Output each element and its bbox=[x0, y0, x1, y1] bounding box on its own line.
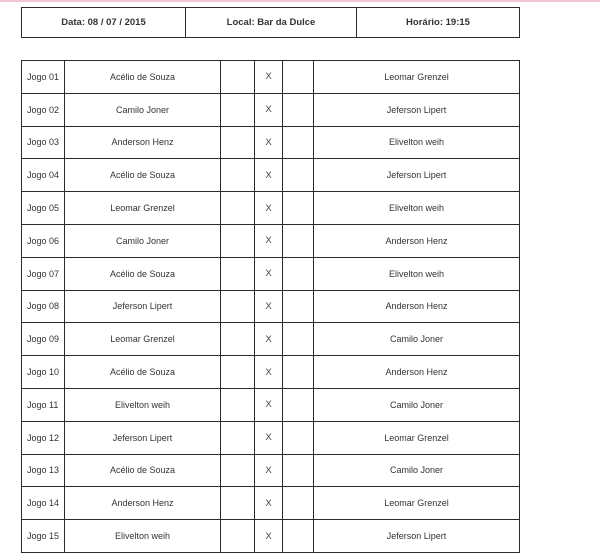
player-two-name: Anderson Henz bbox=[314, 224, 520, 257]
player-one-score-cell bbox=[221, 290, 255, 323]
game-label: Jogo 12 bbox=[22, 421, 65, 454]
player-one-score-cell bbox=[221, 454, 255, 487]
player-two-name: Elivelton weih bbox=[314, 192, 520, 225]
player-one-score-cell bbox=[221, 421, 255, 454]
player-one-score-cell bbox=[221, 257, 255, 290]
game-row bbox=[22, 323, 520, 356]
games-schedule-table bbox=[21, 60, 520, 553]
versus-mark: X bbox=[255, 192, 283, 225]
player-two-name: Camilo Joner bbox=[314, 454, 520, 487]
player-one-score-cell bbox=[221, 61, 255, 94]
player-one-name: Acélio de Souza bbox=[65, 257, 221, 290]
player-two-score-cell bbox=[283, 323, 314, 356]
game-label: Jogo 06 bbox=[22, 224, 65, 257]
player-one-score-cell bbox=[221, 159, 255, 192]
game-row bbox=[22, 93, 520, 126]
game-row bbox=[22, 487, 520, 520]
player-one-name: Camilo Joner bbox=[65, 93, 221, 126]
player-one-name: Anderson Henz bbox=[65, 487, 221, 520]
versus-mark: X bbox=[255, 520, 283, 553]
game-row bbox=[22, 388, 520, 421]
match-location: Local: Bar da Dulce bbox=[186, 8, 357, 38]
match-time: Horário: 19:15 bbox=[357, 8, 520, 38]
versus-mark: X bbox=[255, 454, 283, 487]
versus-mark: X bbox=[255, 126, 283, 159]
player-one-name: Acélio de Souza bbox=[65, 61, 221, 94]
player-two-name: Jeferson Lipert bbox=[314, 93, 520, 126]
player-one-name: Jeferson Lipert bbox=[65, 421, 221, 454]
game-label: Jogo 09 bbox=[22, 323, 65, 356]
top-accent-line bbox=[0, 0, 600, 2]
player-one-score-cell bbox=[221, 126, 255, 159]
game-row bbox=[22, 159, 520, 192]
versus-mark: X bbox=[255, 356, 283, 389]
player-two-name: Jeferson Lipert bbox=[314, 520, 520, 553]
player-one-name: Acélio de Souza bbox=[65, 159, 221, 192]
game-label: Jogo 13 bbox=[22, 454, 65, 487]
game-label: Jogo 14 bbox=[22, 487, 65, 520]
game-label: Jogo 07 bbox=[22, 257, 65, 290]
versus-mark: X bbox=[255, 421, 283, 454]
player-one-name: Leomar Grenzel bbox=[65, 192, 221, 225]
game-label: Jogo 01 bbox=[22, 61, 65, 94]
game-row bbox=[22, 126, 520, 159]
player-two-score-cell bbox=[283, 159, 314, 192]
player-two-score-cell bbox=[283, 93, 314, 126]
game-label: Jogo 15 bbox=[22, 520, 65, 553]
game-label: Jogo 11 bbox=[22, 388, 65, 421]
player-two-name: Anderson Henz bbox=[314, 356, 520, 389]
player-one-score-cell bbox=[221, 487, 255, 520]
player-one-score-cell bbox=[221, 323, 255, 356]
player-one-score-cell bbox=[221, 356, 255, 389]
game-row bbox=[22, 290, 520, 323]
game-label: Jogo 02 bbox=[22, 93, 65, 126]
versus-mark: X bbox=[255, 159, 283, 192]
player-two-score-cell bbox=[283, 487, 314, 520]
player-two-name: Camilo Joner bbox=[314, 388, 520, 421]
player-one-score-cell bbox=[221, 224, 255, 257]
match-info-row bbox=[22, 8, 520, 38]
versus-mark: X bbox=[255, 487, 283, 520]
player-two-name: Camilo Joner bbox=[314, 323, 520, 356]
player-two-score-cell bbox=[283, 454, 314, 487]
player-one-score-cell bbox=[221, 192, 255, 225]
player-two-score-cell bbox=[283, 257, 314, 290]
game-label: Jogo 03 bbox=[22, 126, 65, 159]
player-two-name: Leomar Grenzel bbox=[314, 487, 520, 520]
game-row bbox=[22, 257, 520, 290]
player-two-name: Leomar Grenzel bbox=[314, 421, 520, 454]
match-info-header bbox=[21, 7, 520, 38]
game-row bbox=[22, 61, 520, 94]
player-two-score-cell bbox=[283, 356, 314, 389]
player-two-name: Anderson Henz bbox=[314, 290, 520, 323]
game-row bbox=[22, 192, 520, 225]
game-row bbox=[22, 421, 520, 454]
versus-mark: X bbox=[255, 257, 283, 290]
versus-mark: X bbox=[255, 323, 283, 356]
player-two-name: Jeferson Lipert bbox=[314, 159, 520, 192]
player-one-name: Elivelton weih bbox=[65, 520, 221, 553]
games-table-body bbox=[22, 61, 520, 553]
game-label: Jogo 08 bbox=[22, 290, 65, 323]
game-label: Jogo 05 bbox=[22, 192, 65, 225]
player-two-score-cell bbox=[283, 192, 314, 225]
game-row bbox=[22, 356, 520, 389]
player-one-name: Camilo Joner bbox=[65, 224, 221, 257]
player-two-score-cell bbox=[283, 520, 314, 553]
player-two-score-cell bbox=[283, 224, 314, 257]
player-one-score-cell bbox=[221, 520, 255, 553]
player-two-score-cell bbox=[283, 421, 314, 454]
game-label: Jogo 10 bbox=[22, 356, 65, 389]
versus-mark: X bbox=[255, 61, 283, 94]
game-row bbox=[22, 224, 520, 257]
player-one-score-cell bbox=[221, 93, 255, 126]
player-two-score-cell bbox=[283, 61, 314, 94]
player-two-score-cell bbox=[283, 126, 314, 159]
player-one-name: Jeferson Lipert bbox=[65, 290, 221, 323]
player-one-name: Anderson Henz bbox=[65, 126, 221, 159]
player-two-score-cell bbox=[283, 290, 314, 323]
versus-mark: X bbox=[255, 93, 283, 126]
player-two-name: Elivelton weih bbox=[314, 257, 520, 290]
player-one-name: Acélio de Souza bbox=[65, 356, 221, 389]
game-row bbox=[22, 520, 520, 553]
versus-mark: X bbox=[255, 388, 283, 421]
player-one-name: Acélio de Souza bbox=[65, 454, 221, 487]
versus-mark: X bbox=[255, 224, 283, 257]
player-two-name: Elivelton weih bbox=[314, 126, 520, 159]
player-two-name: Leomar Grenzel bbox=[314, 61, 520, 94]
player-one-name: Leomar Grenzel bbox=[65, 323, 221, 356]
game-label: Jogo 04 bbox=[22, 159, 65, 192]
player-two-score-cell bbox=[283, 388, 314, 421]
game-row bbox=[22, 454, 520, 487]
player-one-name: Elivelton weih bbox=[65, 388, 221, 421]
match-date: Data: 08 / 07 / 2015 bbox=[22, 8, 186, 38]
player-one-score-cell bbox=[221, 388, 255, 421]
versus-mark: X bbox=[255, 290, 283, 323]
